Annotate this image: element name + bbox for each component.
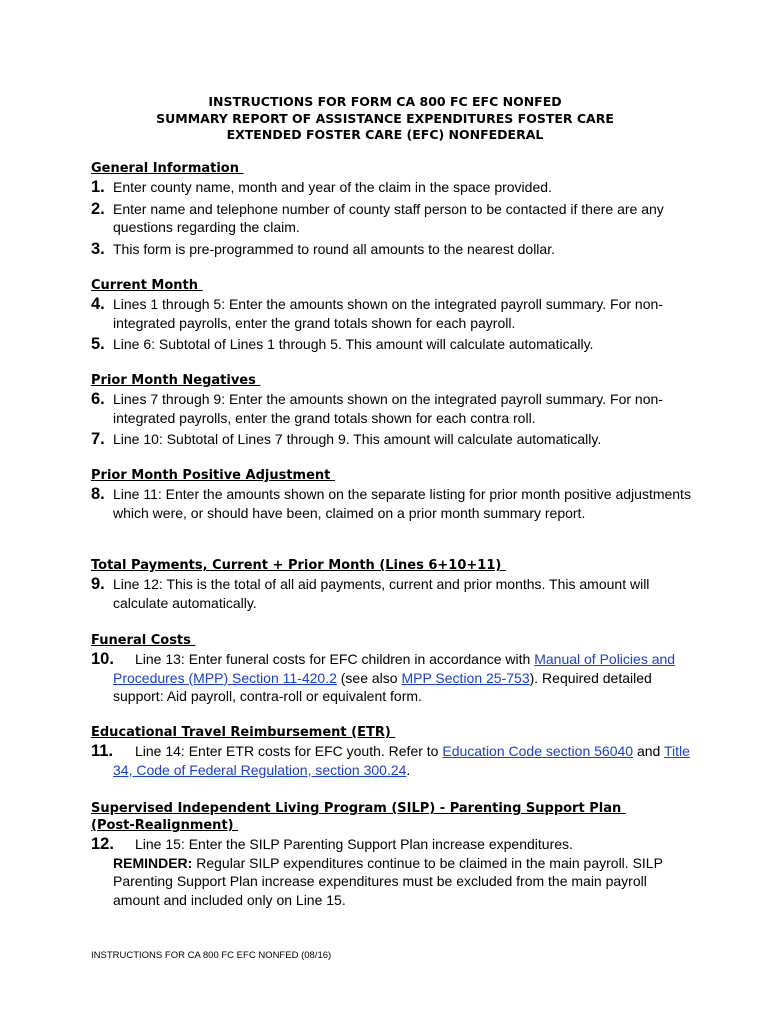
section-silp-parenting-support-plan [91, 800, 691, 909]
section-total-payments [91, 557, 691, 612]
item-number: 7. [91, 430, 105, 448]
item-number: 3. [91, 239, 105, 258]
page-footer: INSTRUCTIONS FOR CA 800 FC EFC NONFED (08/16) [91, 950, 332, 961]
list-item [91, 650, 691, 706]
item-text-part: ). Required detailed support: Aid payroll, contra-roll or equivalent form. [113, 669, 652, 704]
title-34-cfr-link[interactable]: Title 34, Code of Federal Regulation, section 300.24 [113, 743, 690, 778]
section-general-information [91, 160, 691, 258]
list-item [91, 335, 691, 354]
list-item [91, 240, 691, 259]
item-text [113, 742, 691, 779]
item-text [113, 650, 691, 706]
section-heading: General Information [91, 161, 244, 176]
reminder-label: REMINDER: [113, 854, 193, 871]
item-text: Lines 7 through 9: Enter the amounts shown on the integrated payroll summary. For non-integrated payrolls, enter the grand totals shown for each contra roll. [113, 391, 663, 426]
list-item [91, 295, 691, 332]
item-text-part: and [633, 743, 664, 759]
item-number: 10. [91, 650, 114, 668]
education-code-link[interactable]: Education Code section 56040 [442, 743, 634, 759]
item-text-part: Line 15: Enter the SILP Parenting Support Plan increase expenditures. [135, 836, 573, 852]
item-text: Enter name and telephone number of county staff person to be contacted if there are any questions regarding the claim. [113, 200, 664, 235]
document-title [0, 94, 770, 144]
item-text: Line 11: Enter the amounts shown on the separate listing for prior month positive adjustments which were, or should have been, claimed on a prior month summary report. [113, 486, 691, 521]
section-prior-month-positive-adjustment [91, 467, 691, 522]
item-number: 9. [91, 575, 105, 593]
item-text: Line 10: Subtotal of Lines 7 through 9. This amount will calculate automatically. [113, 431, 602, 447]
section-heading: Supervised Independent Living Program (SILP) - Parenting Support Plan [91, 801, 626, 816]
section-heading-continued: (Post-Realignment) [91, 818, 239, 833]
mpp-11-420-2-link[interactable]: Manual of Policies and Procedures (MPP) Section 11-420.2 [113, 651, 676, 686]
item-number: 2. [91, 199, 105, 218]
title-line-2: SUMMARY REPORT OF ASSISTANCE EXPENDITURES FOSTER CARE [156, 110, 614, 126]
list-item [91, 200, 691, 237]
list-item [91, 390, 691, 427]
section-current-month [91, 277, 691, 354]
list-item [91, 835, 691, 909]
item-number: 12. [91, 835, 114, 853]
list-item [91, 430, 691, 449]
title-line-1: INSTRUCTIONS FOR FORM CA 800 FC EFC NONFED [208, 94, 562, 109]
item-number: 4. [91, 295, 105, 313]
section-heading: Current Month [91, 278, 203, 293]
item-number: 5. [91, 335, 105, 353]
item-text-part: Line 13: Enter funeral costs for EFC children in accordance with [135, 651, 535, 667]
section-educational-travel-reimbursement [91, 724, 691, 779]
item-text: Lines 1 through 5: Enter the amounts shown on the integrated payroll summary. For non-integrated payrolls, enter the grand totals shown for each payroll. [113, 296, 663, 331]
list-item [91, 575, 691, 612]
item-number: 8. [91, 485, 105, 503]
title-line-3: EXTENDED FOSTER CARE (EFC) NONFEDERAL [226, 127, 544, 142]
section-heading: Educational Travel Reimbursement (ETR) [91, 725, 396, 740]
reminder-text [113, 854, 691, 910]
list-item [91, 485, 691, 522]
item-text [113, 835, 691, 854]
section-heading: Funeral Costs [91, 633, 196, 648]
item-text: Line 6: Subtotal of Lines 1 through 5. This amount will calculate automatically. [113, 336, 594, 352]
item-number: 11. [91, 742, 114, 760]
item-text: This form is pre-programmed to round all amounts to the nearest dollar. [113, 240, 555, 257]
item-text-part: (see also [336, 669, 402, 686]
item-number: 1. [91, 178, 105, 196]
section-heading: Total Payments, Current + Prior Month (Lines 6+10+11) [91, 558, 506, 573]
section-funeral-costs [91, 632, 691, 706]
section-prior-month-negatives [91, 372, 691, 449]
list-item [91, 742, 691, 779]
item-text: Line 12: This is the total of all aid payments, current and prior months. This amount will calculate automatically. [113, 576, 650, 611]
mpp-25-753-link[interactable]: MPP Section 25-753 [401, 669, 530, 686]
reminder-body: Regular SILP expenditures continue to be claimed in the main payroll. SILP Parenting Support Plan increase expenditures must be excluded from the main payroll amount and included only on Line 15. [113, 854, 663, 908]
section-heading: Prior Month Positive Adjustment [91, 468, 335, 483]
item-text: Enter county name, month and year of the claim in the space provided. [113, 179, 552, 195]
list-item [91, 178, 691, 197]
item-text-part: . [406, 761, 411, 778]
item-text-part: Line 14: Enter ETR costs for EFC youth. Refer to [135, 743, 443, 759]
section-heading: Prior Month Negatives [91, 373, 261, 388]
item-number: 6. [91, 390, 105, 408]
